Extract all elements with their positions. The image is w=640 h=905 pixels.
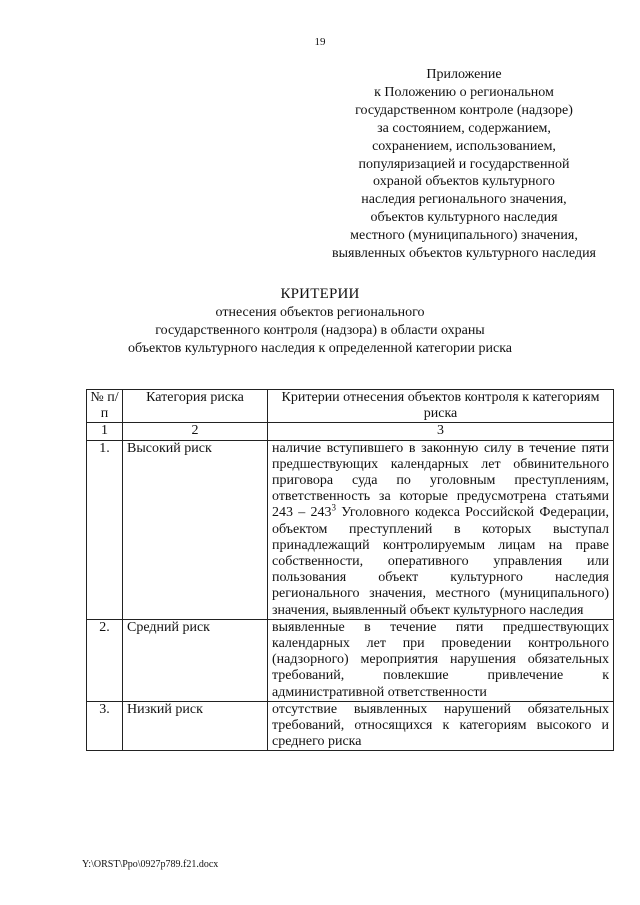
appendix-line: к Положению о региональном: [374, 84, 554, 100]
row-criteria: выявленные в течение пяти предшествующих календарных лет при проведении контрольного (надзорного) мероприятия нарушения обязательных требований, повлекшие привлечение к административной ответственности: [268, 619, 614, 701]
row-criteria: [268, 440, 614, 619]
row-category: Низкий риск: [123, 701, 268, 751]
row-number: 2.: [87, 619, 123, 701]
row-number: 3.: [87, 701, 123, 751]
appendix-line: Приложение: [426, 67, 502, 82]
file-path-footer: Y:\ORST\Ppo\0927p789.f21.docx: [82, 859, 219, 870]
page-number: 19: [314, 36, 326, 48]
header-criteria: Критерии отнесения объектов контроля к категориям риска: [268, 390, 614, 423]
criteria-text: Уголовного кодекса Российской Федерации, объектом преступлений в которых выступал принадлежащий контролируемым лицам на праве собственности, оперативного управления или пользования объект культурного наследия регионального значения, местного (муниципального) значения, выявленный объект культурного наследия: [272, 505, 610, 618]
header-num: № п/п: [87, 390, 123, 423]
subtitle-line: объектов культурного наследия к определенной категории риска: [127, 341, 513, 356]
appendix-line: сохранением, использованием,: [372, 138, 556, 154]
column-number: 3: [268, 423, 614, 440]
column-number-row: [87, 423, 614, 440]
subtitle-line: отнесения объектов регионального: [215, 305, 425, 320]
document-subtitle: [90, 304, 550, 358]
column-number: 2: [123, 423, 268, 440]
row-category: Средний риск: [123, 619, 268, 701]
risk-criteria-table: [86, 389, 614, 751]
appendix-line: объектов культурного наследия: [370, 210, 558, 226]
appendix-line: выявленных объектов культурного наследия: [332, 246, 596, 262]
appendix-line: государственном контроле (надзоре): [355, 102, 573, 118]
row-number: 1.: [87, 440, 123, 619]
appendix-line: местного (муниципального) значения,: [350, 228, 578, 244]
appendix-line: за состоянием, содержанием,: [377, 120, 551, 136]
criteria-text: наличие вступившего в законную силу в течение пяти предшествующих календарных лет обвинительного приговора суда по уголовным преступлениям, ответственность за которые предусмотрена статьями 243 – 243: [272, 440, 609, 521]
appendix-header: [300, 66, 628, 263]
subtitle-line: государственного контроля (надзора) в области охраны: [155, 323, 485, 338]
document-title: КРИТЕРИИ: [280, 286, 360, 302]
row-category: Высокий риск: [123, 440, 268, 619]
table-header-row: [87, 390, 614, 423]
appendix-line: популяризацией и государственной: [358, 156, 570, 172]
table-row: [87, 440, 614, 619]
appendix-line: охраной объектов культурного: [373, 174, 555, 190]
column-number: 1: [87, 423, 123, 440]
criteria-superscript: 3: [331, 502, 336, 513]
header-category: Категория риска: [123, 390, 268, 423]
table-row: [87, 619, 614, 701]
table-row: [87, 701, 614, 751]
appendix-line: наследия регионального значения,: [361, 192, 567, 208]
row-criteria: отсутствие выявленных нарушений обязательных требований, относящихся к категориям высокого и среднего риска: [268, 701, 614, 751]
